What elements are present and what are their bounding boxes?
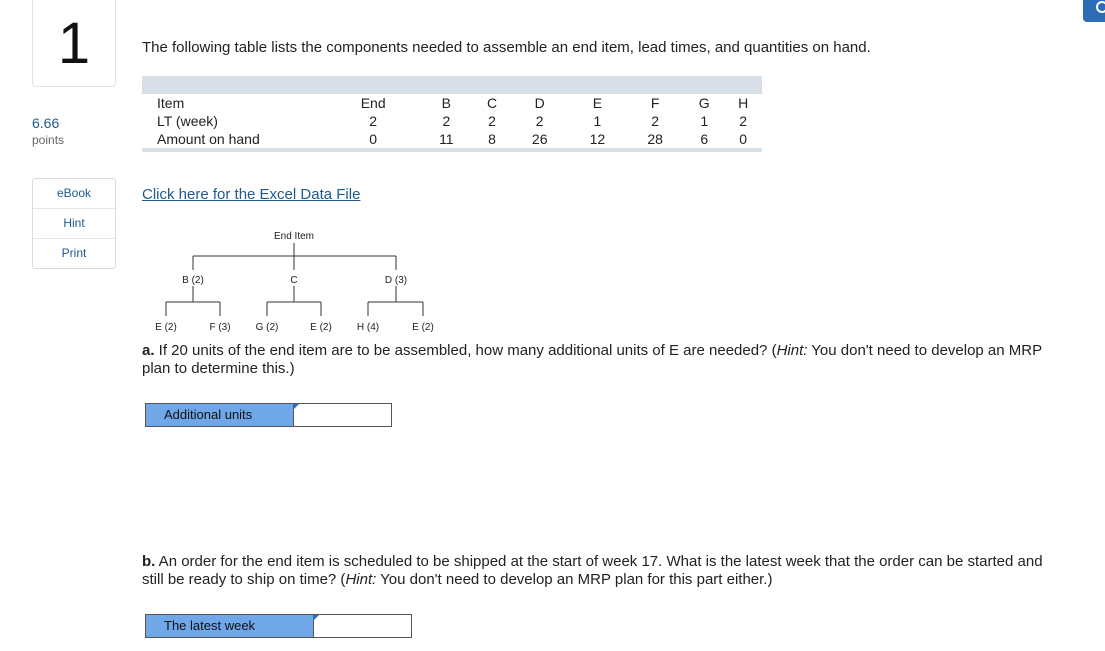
input-marker-icon [293,404,299,410]
cell-item: End [360,95,386,111]
tree-node-c: C [290,275,298,286]
points-label: points [32,133,65,147]
part-a-hint-word: Hint: [776,342,808,359]
question-intro: The following table lists the components needed to assemble an end item, lead times, and quantities on hand. [142,39,871,56]
part-a-text: If 20 units of the end item are to be assembled, how many additional units of E are needed? ( [154,342,777,359]
cell-amount: 12 [589,131,606,147]
cell-amount: 26 [531,131,548,147]
input-marker-icon [313,615,319,621]
cell-item: F [650,95,660,111]
search-button[interactable] [1083,0,1105,22]
tree-node-d: D (3) [384,275,408,286]
table-row [142,112,762,130]
part-b-letter: b. [142,553,156,570]
part-b-hint-word: Hint: [345,571,377,588]
cell-lt: 2 [651,113,660,129]
tree-node-e: E (2) [412,322,434,333]
tree-node-h: H (4) [356,322,380,333]
cell-lt: 1 [700,113,709,129]
part-b-text-end: You don't need to develop an MRP plan for this part either.) [376,571,773,588]
cell-item: B [441,95,451,111]
product-structure-tree [142,222,442,337]
row-label-item: Item [157,95,185,111]
cell-item: E [592,95,603,111]
points-block [32,115,64,147]
question-number: 1 [32,0,116,87]
tree-node-e: E (2) [310,322,332,333]
cell-lt: 1 [593,113,602,129]
additional-units-label: Additional units [146,404,293,426]
latest-week-label: The latest week [146,615,313,637]
cell-amount: 0 [739,131,748,147]
answer-row-a [145,403,392,427]
cell-item: H [738,95,749,111]
table-row [142,85,762,112]
cell-lt: 2 [369,113,378,129]
points-value: 6.66 [32,115,60,131]
cell-amount: 8 [488,131,496,147]
print-link[interactable]: Print [61,246,87,260]
row-label-amount: Amount on hand [157,131,260,147]
cell-amount: 11 [439,131,454,147]
answer-row-b [145,614,412,638]
tree-node-root: End Item [273,231,315,242]
cell-item: D [534,95,545,111]
resource-links [32,178,116,269]
part-b-text: An order for the end item is scheduled to be shipped at the start of week 17. What is the latest week that the order can be started and still be ready to ship on time? ( [142,553,1043,588]
cell-lt: 2 [535,113,544,129]
row-label-lt: LT (week) [157,113,218,129]
tree-node-e: E (2) [155,322,177,333]
tree-node-g: G (2) [255,322,279,333]
components-table [142,76,762,152]
cell-item: C [487,95,498,111]
part-a-letter: a. [142,342,155,359]
cell-amount: 6 [700,131,709,147]
tree-node-f: F (3) [209,322,231,333]
ebook-link[interactable]: eBook [33,179,115,209]
cell-item: G [698,95,710,111]
search-icon [1096,1,1105,13]
question-part-a [142,342,1062,378]
excel-data-link[interactable]: Click here for the Excel Data File [142,186,361,203]
question-part-b [142,553,1062,589]
cell-amount: 28 [647,131,663,147]
part-a-text-end: You don't need to develop an MRP plan to determine this.) [142,342,1042,377]
hint-link[interactable]: Hint [33,209,115,239]
cell-lt: 2 [739,113,748,129]
cell-lt: 2 [488,113,496,129]
tree-node-b: B (2) [182,275,204,286]
latest-week-input[interactable] [313,615,411,637]
cell-lt: 2 [442,113,451,129]
additional-units-input[interactable] [293,404,391,426]
table-row [142,130,762,150]
cell-amount: 0 [369,131,378,147]
